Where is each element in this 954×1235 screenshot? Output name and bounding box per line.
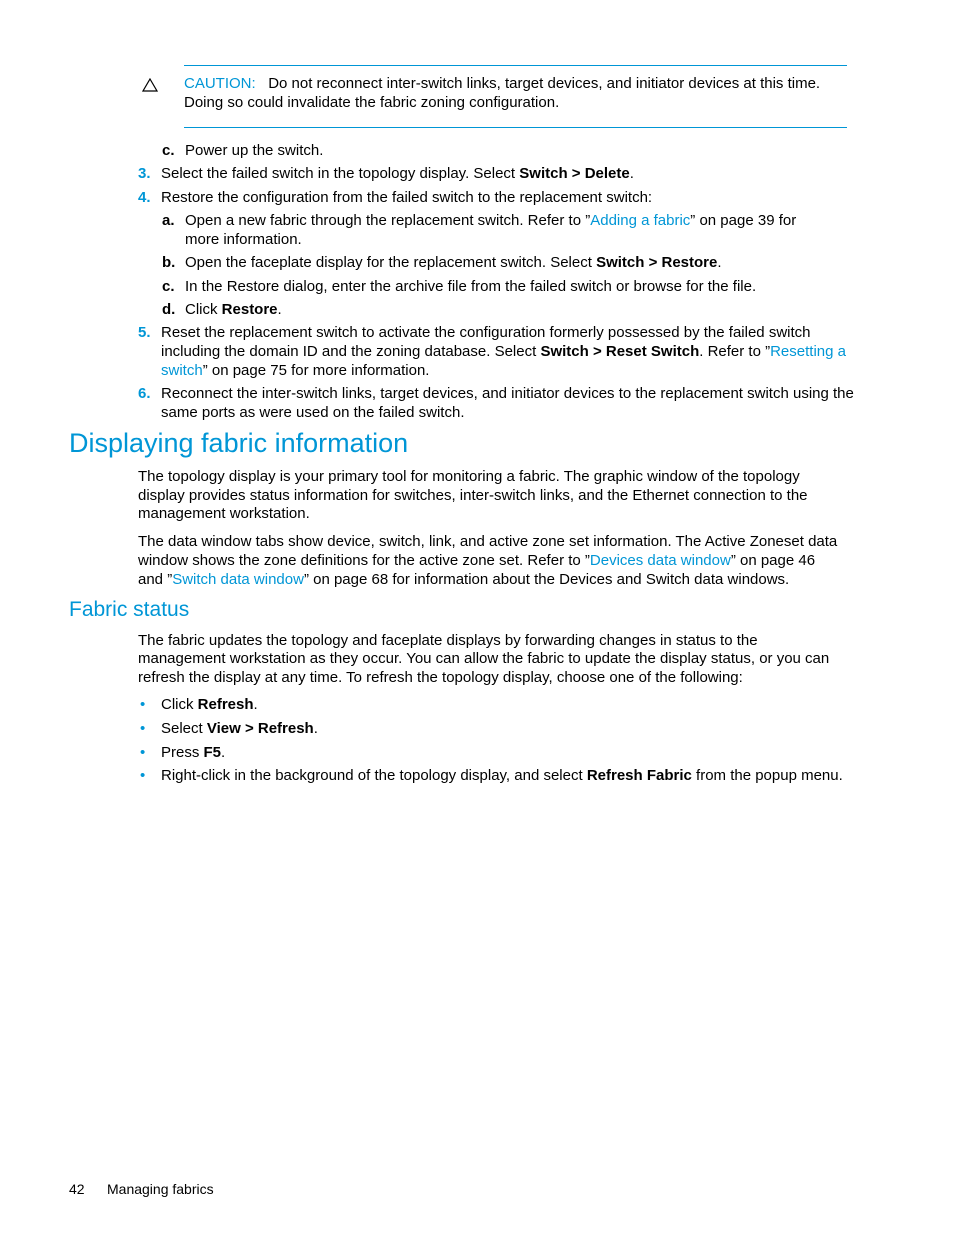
section-title: Displaying fabric information [69, 428, 409, 458]
step-4d-letter: d. [162, 301, 176, 318]
step-5-number: 5. [138, 324, 151, 341]
step-4d-text [185, 300, 282, 319]
step-6-line-2: same ports as were used on the failed switch. [161, 404, 465, 421]
footer-label: Managing fabrics [107, 1181, 214, 1197]
bullet-1-post: . [313, 720, 318, 737]
bullet-item-refresh [161, 695, 258, 714]
resetting-a-switch-link-cont[interactable]: switch [161, 362, 203, 379]
caution-triangle-icon [142, 78, 158, 92]
devices-data-window-link[interactable]: Devices data window [589, 552, 731, 569]
step-4b-bold: Switch > Restore [596, 254, 718, 271]
subsection-title: Fabric status [69, 598, 190, 621]
caution-top-rule [184, 65, 847, 66]
caution-line-2: Doing so could invalidate the fabric zoning configuration. [184, 94, 560, 111]
bullet-1-bold: View > Refresh [206, 720, 314, 737]
step-5-line-1: Reset the replacement switch to activate the configuration formerly possessed by the failed switch [161, 324, 811, 341]
step-4a-pre: Open a new fabric through the replacement switch. Refer to ” [185, 212, 591, 229]
step-4a-letter: a. [162, 212, 175, 229]
step-5-bold: Switch > Reset Switch [540, 343, 700, 360]
bullet-3-bold: Refresh Fabric [586, 767, 692, 784]
bullet-3-post: from the popup menu. [691, 767, 843, 784]
step-3-bold: Switch > Delete [519, 165, 630, 182]
subsection-p1-line-3: refresh the display at any time. To refresh the topology display, choose one of the following: [138, 669, 743, 686]
step-4a-post: ” on page 39 for [690, 212, 797, 229]
bullet-icon: • [140, 767, 146, 784]
step-3-post: . [629, 165, 634, 182]
bullet-0-post: . [253, 696, 258, 713]
step-3-text [161, 164, 634, 183]
caution-bottom-rule [184, 127, 847, 128]
section-p1-line-3: management workstation. [138, 505, 310, 522]
step-4d-bold: Restore [221, 301, 278, 318]
p2-line3-post: ” on page 68 for information about the Devices and Switch data windows. [303, 571, 790, 588]
step-4b-pre: Open the faceplate display for the replacement switch. Select [185, 254, 597, 271]
step-4a-line-1 [185, 211, 796, 230]
caution-label: CAUTION: [184, 75, 256, 92]
step-6-number: 6. [138, 385, 151, 402]
step-4-number: 4. [138, 189, 151, 206]
resetting-a-switch-link[interactable]: Resetting a [770, 343, 846, 360]
section-p2-line-3 [138, 570, 789, 589]
bullet-item-view-refresh [161, 719, 318, 738]
caution-text: Do not reconnect inter-switch links, target devices, and initiator devices at this time. [268, 75, 821, 92]
step-5-line-3 [161, 361, 429, 380]
step-4a-line-2: more information. [185, 231, 302, 248]
step-4c-letter: c. [162, 278, 175, 295]
bullet-item-f5 [161, 743, 225, 762]
step-4d-post: . [277, 301, 282, 318]
section-p1-line-2: display provides status information for switches, inter-switch links, and the Ethernet connection to the [138, 487, 808, 504]
bullet-icon: • [140, 744, 146, 761]
footer-page-number: 42 [69, 1181, 85, 1197]
bullet-2-pre: Press [161, 744, 204, 761]
step-5-mid: . Refer to ” [699, 343, 771, 360]
bullet-icon: • [140, 696, 146, 713]
bullet-0-bold: Refresh [197, 696, 254, 713]
p2-line3-pre: and ” [138, 571, 173, 588]
step-4d-pre: Click [185, 301, 222, 318]
step-6-line-1: Reconnect the inter-switch links, target devices, and initiator devices to the replacement switch using the [161, 385, 854, 402]
bullet-3-pre: Right-click in the background of the topology display, and select [161, 767, 587, 784]
step-4-text: Restore the configuration from the failed switch to the replacement switch: [161, 189, 653, 206]
step-4b-text [185, 253, 722, 272]
step-4c-text: In the Restore dialog, enter the archive file from the failed switch or browse for the file. [185, 278, 757, 295]
subsection-p1-line-1: The fabric updates the topology and faceplate displays by forwarding changes in status to the [138, 632, 758, 649]
bullet-icon: • [140, 720, 146, 737]
step-3-number: 3. [138, 165, 151, 182]
bullet-item-right-click [161, 766, 843, 785]
section-p2-line-1: The data window tabs show device, switch, link, and active zone set information. The Active Zoneset data [138, 533, 838, 550]
p2-line2-pre: window shows the zone definitions for the active zone set. Refer to ” [138, 552, 590, 569]
bullet-1-pre: Select [161, 720, 207, 737]
bullet-2-bold: F5 [203, 744, 222, 761]
step-4b-post: . [717, 254, 722, 271]
step-5-post: ” on page 75 for more information. [202, 362, 430, 379]
step-3-pre: Select the failed switch in the topology display. Select [161, 165, 520, 182]
adding-a-fabric-link[interactable]: Adding a fabric [590, 212, 691, 229]
step-c-text: Power up the switch. [185, 142, 324, 159]
step-c-letter: c. [162, 142, 175, 159]
step-4b-letter: b. [162, 254, 176, 271]
step-5-pre: including the domain ID and the zoning database. Select [161, 343, 541, 360]
bullet-0-pre: Click [161, 696, 198, 713]
switch-data-window-link[interactable]: Switch data window [172, 571, 304, 588]
p2-line2-post: ” on page 46 [730, 552, 816, 569]
section-p2-line-2 [138, 551, 815, 570]
section-p1-line-1: The topology display is your primary tool for monitoring a fabric. The graphic window of the topology [138, 468, 800, 485]
caution-line-1 [184, 74, 820, 93]
subsection-p1-line-2: management workstation as they occur. You can allow the fabric to update the display status, or you can [138, 650, 830, 667]
step-5-line-2 [161, 342, 846, 361]
bullet-2-post: . [221, 744, 226, 761]
